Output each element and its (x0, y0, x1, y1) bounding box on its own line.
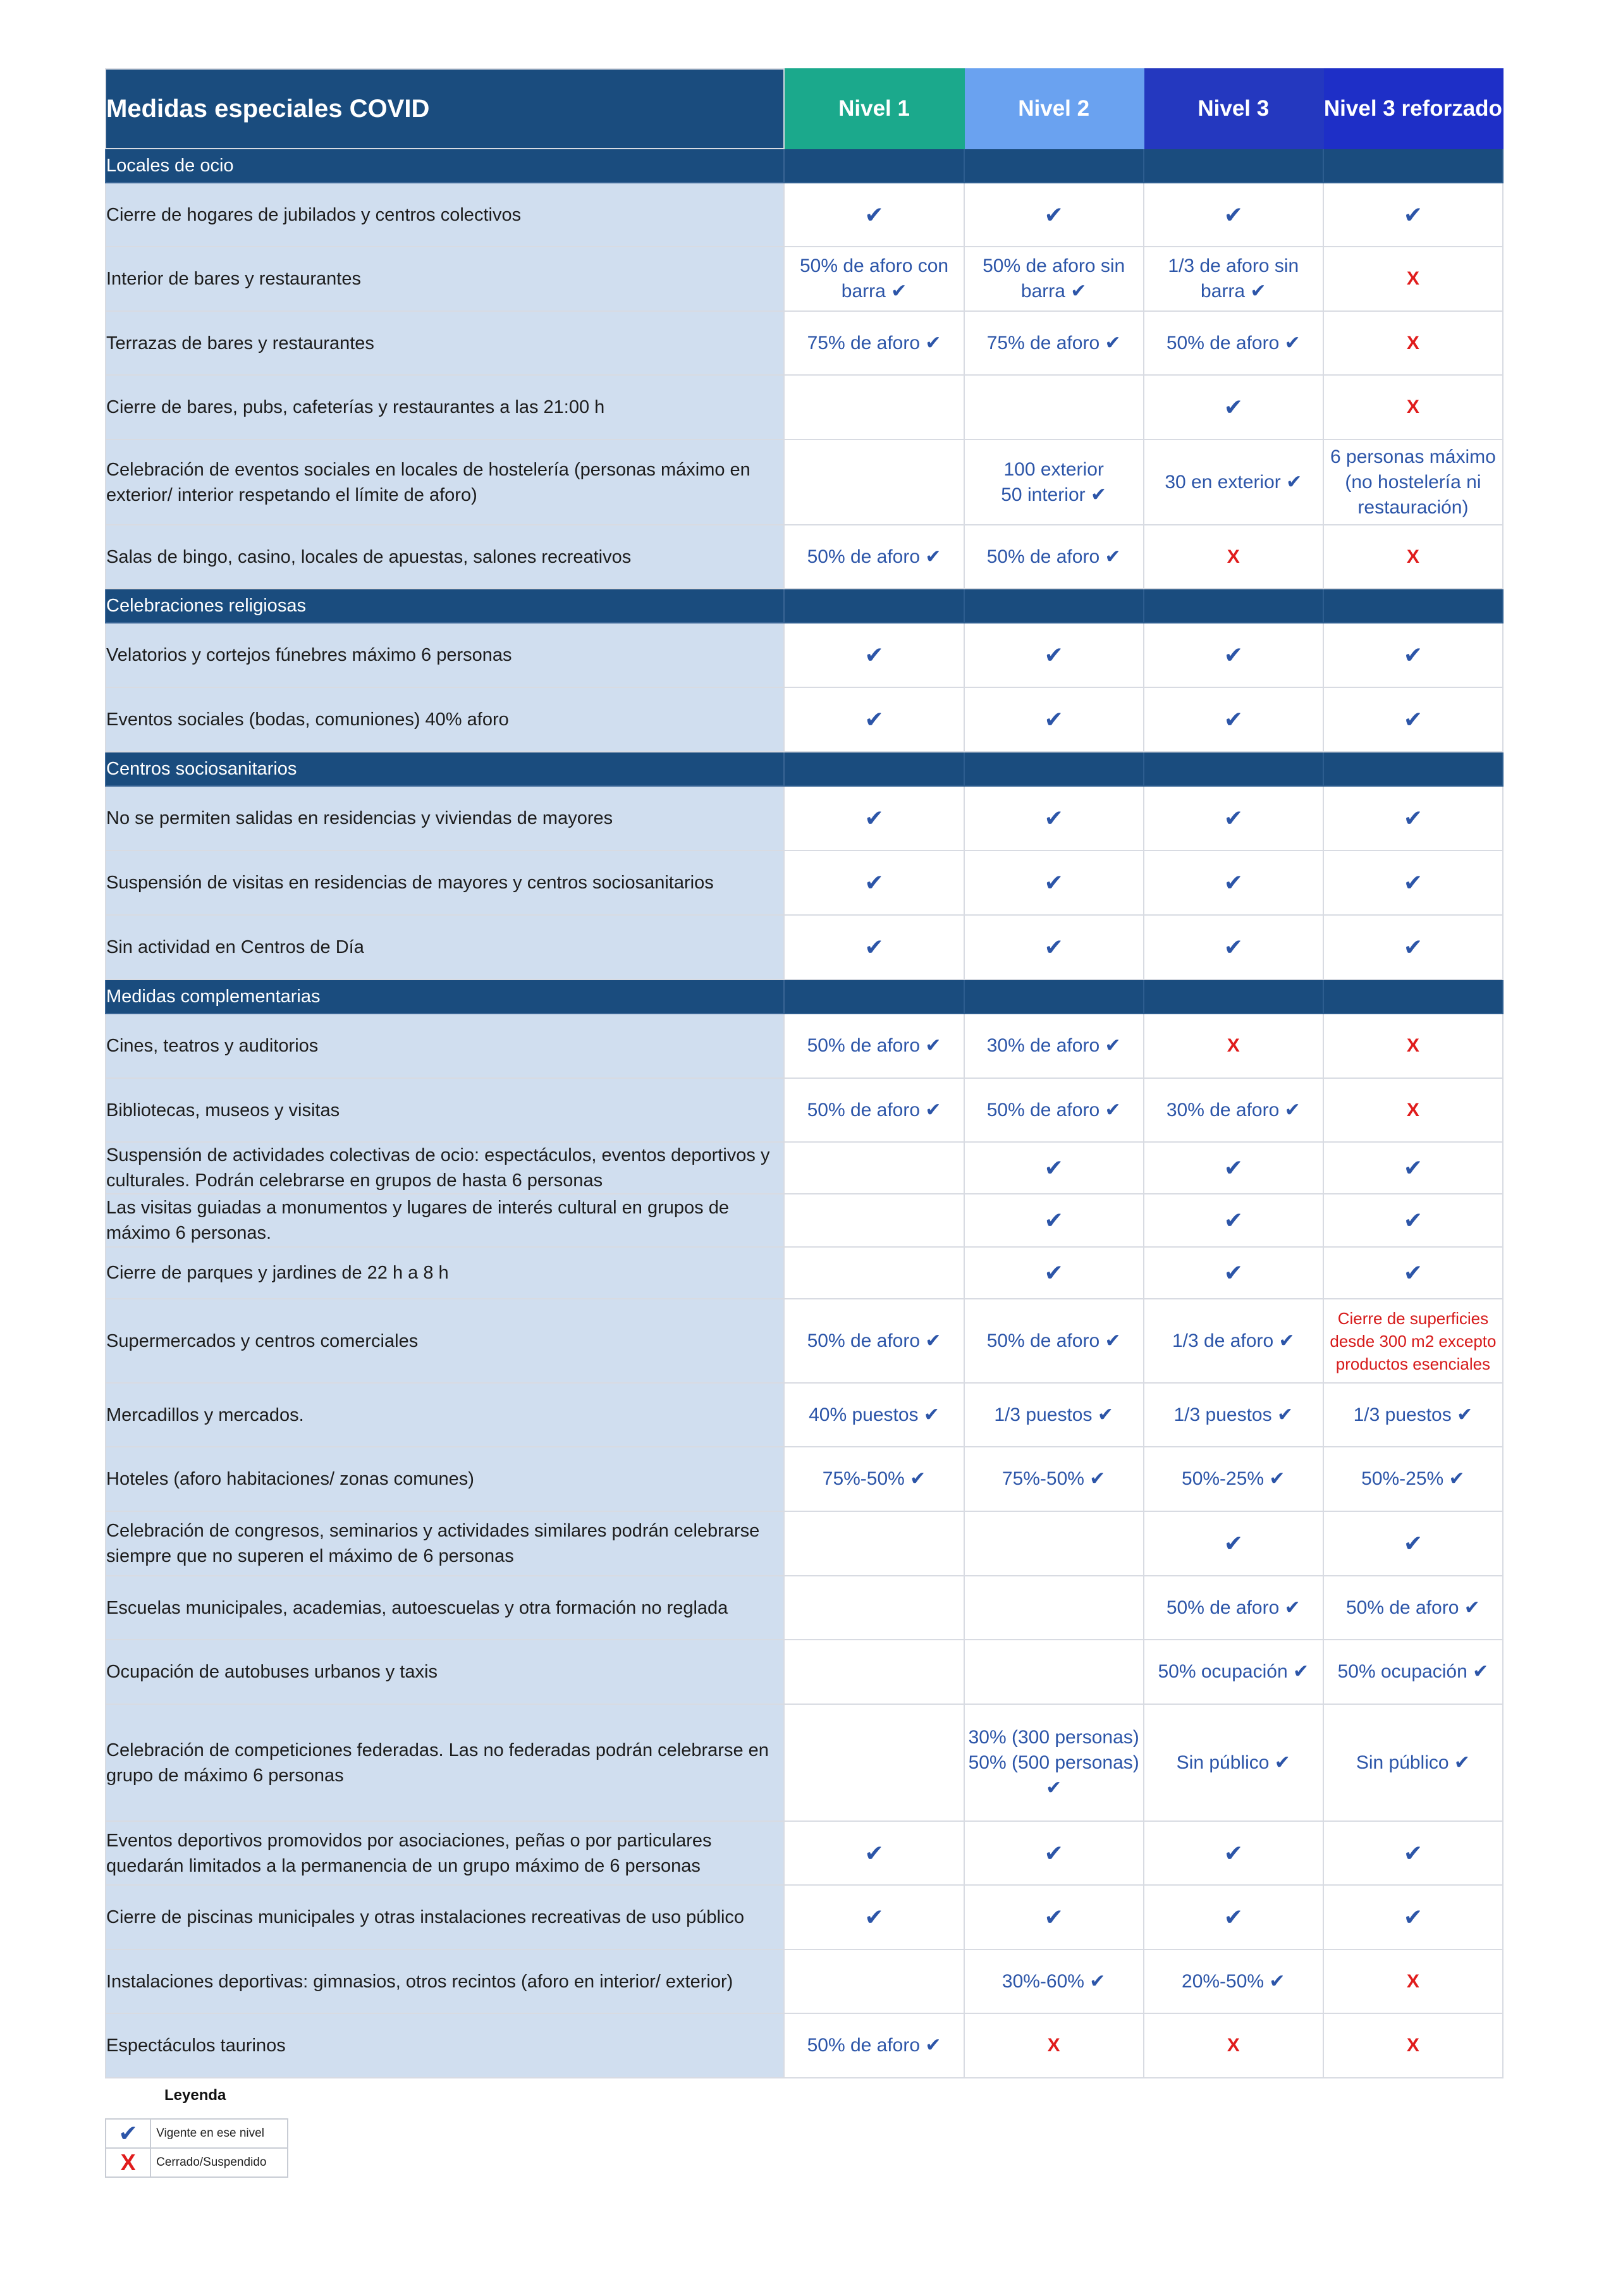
level-1-cell: ✔ (784, 1885, 964, 1949)
table-row (106, 247, 1503, 311)
level-3-cell: X (1144, 1014, 1323, 1078)
level-2-cell: ✔ (964, 623, 1144, 687)
measure-label: Salas de bingo, casino, locales de apuestas, salones recreativos (106, 525, 784, 589)
section-filler-cell (1323, 589, 1503, 623)
level-3-reinforced-cell: ✔ (1323, 1142, 1503, 1194)
level-2-cell: 75% de aforo ✔ (964, 311, 1144, 375)
level-1-cell (784, 1511, 964, 1576)
section-filler-cell (784, 752, 964, 786)
table-row (106, 687, 1503, 752)
measure-label: Cierre de parques y jardines de 22 h a 8 h (106, 1247, 784, 1299)
measure-label: Hoteles (aforo habitaciones/ zonas comunes) (106, 1447, 784, 1511)
measure-label: Celebración de congresos, seminarios y actividades similares podrán celebrarse siempre que no superen el máximo de 6 personas (106, 1511, 784, 1576)
level-3-cell: ✔ (1144, 850, 1323, 915)
level-3-cell: 1/3 de aforo ✔ (1144, 1299, 1323, 1383)
section-filler-cell (1144, 979, 1323, 1014)
measure-label: Eventos sociales (bodas, comuniones) 40% aforo (106, 687, 784, 752)
table-row (106, 786, 1503, 850)
level-3-reinforced-cell: X (1323, 247, 1503, 311)
level-3-cell: ✔ (1144, 375, 1323, 439)
level-3-reinforced-cell: ✔ (1323, 1194, 1503, 1247)
level-1-cell: ✔ (784, 623, 964, 687)
section-filler-cell (784, 149, 964, 183)
measure-label: Las visitas guiadas a monumentos y lugares de interés cultural en grupos de máximo 6 personas. (106, 1194, 784, 1247)
legend-table (105, 2118, 288, 2178)
measure-label: Supermercados y centros comerciales (106, 1299, 784, 1383)
level-2-cell (964, 1576, 1144, 1640)
level-3-cell: 50% de aforo ✔ (1144, 311, 1323, 375)
level-1-cell (784, 439, 964, 525)
level-1-cell: 50% de aforo ✔ (784, 1014, 964, 1078)
level-2-header: Nivel 2 (964, 69, 1144, 149)
level-1-cell: 50% de aforo ✔ (784, 2013, 964, 2078)
table-row (106, 623, 1503, 687)
level-2-cell (964, 1640, 1144, 1704)
measure-label: Cierre de piscinas municipales y otras instalaciones recreativas de uso público (106, 1885, 784, 1949)
measure-label: Ocupación de autobuses urbanos y taxis (106, 1640, 784, 1704)
level-3-cell: ✔ (1144, 1247, 1323, 1299)
section-header-row (106, 979, 1503, 1014)
level-2-cell: ✔ (964, 183, 1144, 247)
measure-label: Instalaciones deportivas: gimnasios, otros recintos (aforo en interior/ exterior) (106, 1949, 784, 2013)
table-row (106, 1821, 1503, 1885)
table-row (106, 375, 1503, 439)
level-3-reinforced-cell: X (1323, 311, 1503, 375)
level-3-reinforced-cell: ✔ (1323, 1511, 1503, 1576)
section-filler-cell (964, 589, 1144, 623)
level-1-cell: ✔ (784, 915, 964, 979)
level-3-reinforced-cell: ✔ (1323, 1247, 1503, 1299)
section-filler-cell (1323, 979, 1503, 1014)
measure-label: Celebración de eventos sociales en locales de hostelería (personas máximo en exterior/ interior respetando el límite de aforo) (106, 439, 784, 525)
section-filler-cell (1144, 149, 1323, 183)
table-row (106, 1194, 1503, 1247)
level-1-cell (784, 1949, 964, 2013)
level-3-cell: 1/3 de aforo sin barra ✔ (1144, 247, 1323, 311)
level-3-reinforced-cell: 1/3 puestos ✔ (1323, 1383, 1503, 1447)
section-title: Celebraciones religiosas (106, 589, 784, 623)
table-row (106, 1511, 1503, 1576)
level-3-reinforced-cell: ✔ (1323, 915, 1503, 979)
measure-label: Mercadillos y mercados. (106, 1383, 784, 1447)
level-3-reinforced-cell: 50% de aforo ✔ (1323, 1576, 1503, 1640)
table-row (106, 525, 1503, 589)
measure-label: Eventos deportivos promovidos por asociaciones, peñas o por particulares quedarán limitados a la permanencia de un grupo máximo de 6 personas (106, 1821, 784, 1885)
level-1-cell: 75% de aforo ✔ (784, 311, 964, 375)
level-3-reinforced-cell: Sin público ✔ (1323, 1704, 1503, 1821)
legend-text-closed: Cerrado/Suspendido (150, 2148, 288, 2177)
level-1-cell: 50% de aforo ✔ (784, 1078, 964, 1142)
level-2-cell (964, 375, 1144, 439)
level-3-cell: 30 en exterior ✔ (1144, 439, 1323, 525)
level-2-cell: ✔ (964, 915, 1144, 979)
section-header-row (106, 752, 1503, 786)
level-3-cell: 50% de aforo ✔ (1144, 1576, 1323, 1640)
level-2-cell: 30%-60% ✔ (964, 1949, 1144, 2013)
level-3-cell: ✔ (1144, 1194, 1323, 1247)
section-title: Centros sociosanitarios (106, 752, 784, 786)
table-row (106, 1885, 1503, 1949)
level-3-reinforced-cell: X (1323, 1014, 1503, 1078)
level-2-cell: 30% (300 personas) 50% (500 personas) ✔ (964, 1704, 1144, 1821)
level-1-cell: 50% de aforo con barra ✔ (784, 247, 964, 311)
level-1-cell: 50% de aforo ✔ (784, 1299, 964, 1383)
section-filler-cell (964, 149, 1144, 183)
section-filler-cell (1144, 589, 1323, 623)
level-1-cell: ✔ (784, 1821, 964, 1885)
section-filler-cell (1144, 752, 1323, 786)
level-3-reinforced-cell: ✔ (1323, 850, 1503, 915)
level-1-header: Nivel 1 (784, 69, 964, 149)
level-2-cell (964, 1511, 1144, 1576)
section-filler-cell (1323, 149, 1503, 183)
measure-label: Espectáculos taurinos (106, 2013, 784, 2078)
level-3-cell: 30% de aforo ✔ (1144, 1078, 1323, 1142)
measure-label: Sin actividad en Centros de Día (106, 915, 784, 979)
measure-label: Suspensión de visitas en residencias de mayores y centros sociosanitarios (106, 850, 784, 915)
covid-measures-table (105, 68, 1504, 2078)
table-row (106, 1949, 1503, 2013)
level-2-cell: ✔ (964, 786, 1144, 850)
section-header-row (106, 589, 1503, 623)
section-title: Medidas complementarias (106, 979, 784, 1014)
level-3-cell: X (1144, 2013, 1323, 2078)
level-1-cell (784, 1576, 964, 1640)
legend-text-active: Vigente en ese nivel (150, 2119, 288, 2148)
level-2-cell: ✔ (964, 1142, 1144, 1194)
level-3-reinforced-cell: 50%-25% ✔ (1323, 1447, 1503, 1511)
level-3-reinforced-cell: X (1323, 1949, 1503, 2013)
section-title: Locales de ocio (106, 149, 784, 183)
level-2-cell: 1/3 puestos ✔ (964, 1383, 1144, 1447)
section-filler-cell (964, 752, 1144, 786)
table-row (106, 439, 1503, 525)
legend-title: Leyenda (164, 2087, 226, 2104)
level-2-cell: ✔ (964, 1885, 1144, 1949)
level-1-cell: ✔ (784, 786, 964, 850)
level-3-cell: ✔ (1144, 1511, 1323, 1576)
table-row (106, 183, 1503, 247)
level-1-cell (784, 375, 964, 439)
level-1-cell: ✔ (784, 850, 964, 915)
measure-label: Celebración de competiciones federadas. Las no federadas podrán celebrarse en grupo de máximo 6 personas (106, 1704, 784, 1821)
level-3-cell: ✔ (1144, 915, 1323, 979)
table-row (106, 2013, 1503, 2078)
level-3-cell: 50%-25% ✔ (1144, 1447, 1323, 1511)
cross-icon: X (106, 2148, 150, 2177)
table-row (106, 1704, 1503, 1821)
table-row (106, 1078, 1503, 1142)
level-2-cell: 50% de aforo ✔ (964, 1299, 1144, 1383)
level-3-cell: ✔ (1144, 1821, 1323, 1885)
level-3-reinforced-cell: X (1323, 2013, 1503, 2078)
level-3-header: Nivel 3 (1144, 69, 1323, 149)
level-2-cell: 75%-50% ✔ (964, 1447, 1144, 1511)
level-1-cell (784, 1247, 964, 1299)
level-2-cell: 50% de aforo sin barra ✔ (964, 247, 1144, 311)
level-3-cell: X (1144, 525, 1323, 589)
table-row (106, 1383, 1503, 1447)
level-3-cell: ✔ (1144, 1142, 1323, 1194)
level-1-cell: ✔ (784, 183, 964, 247)
level-3-reinforced-cell: 6 personas máximo (no hostelería ni restauración) (1323, 439, 1503, 525)
level-1-cell: 40% puestos ✔ (784, 1383, 964, 1447)
level-3-reinforced-header: Nivel 3 reforzado (1323, 69, 1503, 149)
level-3-cell: 1/3 puestos ✔ (1144, 1383, 1323, 1447)
level-2-cell: 50% de aforo ✔ (964, 1078, 1144, 1142)
table-row (106, 1247, 1503, 1299)
table-row (106, 311, 1503, 375)
section-filler-cell (1323, 752, 1503, 786)
level-3-cell: ✔ (1144, 1885, 1323, 1949)
level-3-cell: ✔ (1144, 786, 1323, 850)
level-2-cell: ✔ (964, 1821, 1144, 1885)
level-2-cell: ✔ (964, 687, 1144, 752)
level-1-cell (784, 1640, 964, 1704)
level-3-reinforced-cell: ✔ (1323, 786, 1503, 850)
section-header-row (106, 149, 1503, 183)
checkmark-icon: ✔ (106, 2119, 150, 2148)
level-3-cell: Sin público ✔ (1144, 1704, 1323, 1821)
section-filler-cell (964, 979, 1144, 1014)
table-row (106, 915, 1503, 979)
level-3-reinforced-cell: ✔ (1323, 183, 1503, 247)
measure-label: Bibliotecas, museos y visitas (106, 1078, 784, 1142)
table-row (106, 1576, 1503, 1640)
table-row (106, 850, 1503, 915)
level-3-reinforced-cell: X (1323, 525, 1503, 589)
level-3-cell: 20%-50% ✔ (1144, 1949, 1323, 2013)
measure-label: Cierre de bares, pubs, cafeterías y restaurantes a las 21:00 h (106, 375, 784, 439)
table-row (106, 1142, 1503, 1194)
legend-item-closed (106, 2148, 288, 2177)
level-2-cell: ✔ (964, 850, 1144, 915)
level-3-reinforced-cell: Cierre de superficies desde 300 m2 excepto productos esenciales (1323, 1299, 1503, 1383)
table-row (106, 1447, 1503, 1511)
level-3-cell: 50% ocupación ✔ (1144, 1640, 1323, 1704)
table-row (106, 1014, 1503, 1078)
measure-label: Interior de bares y restaurantes (106, 247, 784, 311)
level-2-cell: X (964, 2013, 1144, 2078)
level-1-cell (784, 1194, 964, 1247)
level-3-reinforced-cell: 50% ocupación ✔ (1323, 1640, 1503, 1704)
measure-label: Velatorios y cortejos fúnebres máximo 6 personas (106, 623, 784, 687)
level-2-cell: ✔ (964, 1194, 1144, 1247)
level-2-cell: 100 exterior 50 interior ✔ (964, 439, 1144, 525)
level-3-cell: ✔ (1144, 623, 1323, 687)
measure-label: Escuelas municipales, academias, autoescuelas y otra formación no reglada (106, 1576, 784, 1640)
legend-item-active (106, 2119, 288, 2148)
measure-label: No se permiten salidas en residencias y viviendas de mayores (106, 786, 784, 850)
level-3-reinforced-cell: ✔ (1323, 623, 1503, 687)
level-1-cell: 50% de aforo ✔ (784, 525, 964, 589)
level-3-reinforced-cell: X (1323, 375, 1503, 439)
level-3-cell: ✔ (1144, 183, 1323, 247)
level-2-cell: ✔ (964, 1247, 1144, 1299)
level-2-cell: 30% de aforo ✔ (964, 1014, 1144, 1078)
measure-label: Cierre de hogares de jubilados y centros colectivos (106, 183, 784, 247)
level-3-reinforced-cell: X (1323, 1078, 1503, 1142)
level-3-reinforced-cell: ✔ (1323, 687, 1503, 752)
level-1-cell: 75%-50% ✔ (784, 1447, 964, 1511)
level-1-cell: ✔ (784, 687, 964, 752)
measure-label: Cines, teatros y auditorios (106, 1014, 784, 1078)
level-3-reinforced-cell: ✔ (1323, 1885, 1503, 1949)
table-row (106, 1299, 1503, 1383)
level-1-cell (784, 1142, 964, 1194)
level-2-cell: 50% de aforo ✔ (964, 525, 1144, 589)
level-3-cell: ✔ (1144, 687, 1323, 752)
table-title: Medidas especiales COVID (106, 69, 784, 149)
table-row (106, 1640, 1503, 1704)
level-3-reinforced-cell: ✔ (1323, 1821, 1503, 1885)
section-filler-cell (784, 589, 964, 623)
measure-label: Terrazas de bares y restaurantes (106, 311, 784, 375)
measure-label: Suspensión de actividades colectivas de ocio: espectáculos, eventos deportivos y culturales. Podrán celebrarse en grupos de hasta 6 personas (106, 1142, 784, 1194)
section-filler-cell (784, 979, 964, 1014)
level-1-cell (784, 1704, 964, 1821)
table-header-row (106, 69, 1503, 149)
